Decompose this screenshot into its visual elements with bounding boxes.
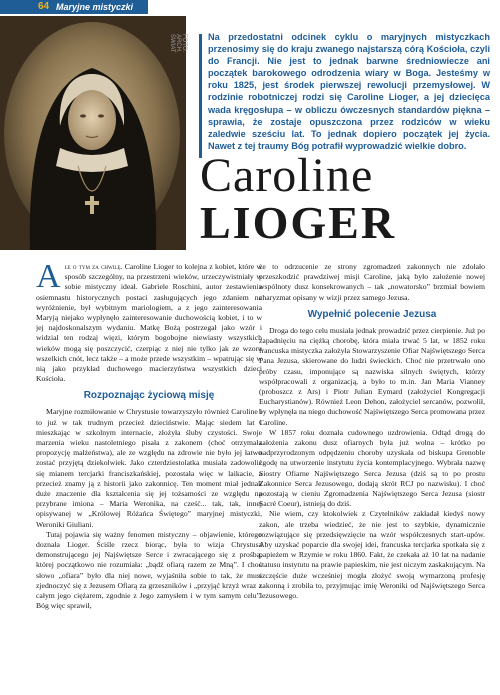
body-paragraph: Tutaj pojawia się ważny fenomen mistyczny – objawienie, którego doznała Lioger. Ściśle rzecz biorąc, była to wizja Chrystusa demonstrującego jej Najświętsze Serce i zwracającego się z prośbą, której początkowo nie rozumiała: „bądź ofiarą razem ze Mną”. I choć słowo „ofiara” było dla niej nowe, wyjaśniła sobie to tak, że musi zjednoczyć się z Jezusem Ofiarą za grzeszników i „przyjąć krzyż wraz z całym jego ciężarem, zgodnie z Jego zamysłem i w tym samym celu”. Bóg więc sprawił,: [36, 529, 262, 611]
article-title-surname: LIOGER: [200, 197, 397, 248]
body-paragraph: Maryjne rozmiłowanie w Chrystusie towarzyszyło również Caroline i to już w tak trudnym przecież dzieciństwie. Mając siedem lat i mieszkając w szkolnym internacie, złożyła śluby czystości. Swoje marzenia wieku nastoletniego pisała z zakonem (choć otrzymała propozycję małżeństwa), ale ze względu na zdrowie nie było jej łatwo zostać przyjętą dziekolwiek. Jako czterdziestolatka musiała zadowolić się mianem tercjarki franciszkańskiej, pozostała więc w laikacie, a przecież znamy ją z historii jako zakonnicę. Ten moment miał jednak duże znaczenie dla kształcenia się jej tożsamości ze względu na przybrane imiona – Maria Weronika, na cześć... tak, tak, innej opisywanej w „Królowej Różańca Świętego” maryjnej mistyczki, Weroniki Giuliani.: [36, 407, 262, 529]
intro-small-caps: le o tym za chwilę.: [64, 262, 123, 271]
body-paragraph: Droga do tego celu musiała jednak prowadzić przez cierpienie. Już po zapadnięciu na ciężką chorobę, która miała trwać 5 lat, w 1852 roku francuska mistyczka założyła Stowarzyszenie Ofiar Najświętszego Serca Pana Jezusa, skierowane do ludzi świeckich. Choć nie przetrwało ono próby czasu, imponujące są nazwiska silnych świętych, którzy współpracowali z organizacją, a było to m.in. Jan Maria Vianney (proboszcz z Ars) i Piotr Julian Eymard (założyciel Kongregacji Eucharystianów). Również Leon Dehon, założyciel sercanów, pozwolił, by wpłynęła na niego duchowość Najświętszego Serca promowana przez Caroline.: [259, 325, 485, 427]
body-paragraph: W 1857 roku doznała cudownego uzdrowienia. Odtąd drogą do założenia zakonu dusz ofiarnych była już wolna – krótko po nadprzyrodzonym odpędzeniu choroby uzyskała od biskupa Grenoble zgodę na utworzenie instytutu życia kontemplacyjnego. Wybrała nazwę Siostry Ofiarne Najświętszego Serca Jezusa (dziś są to po prostu Zakonnice Serca Jezusowego, dodają skrót RCJ po nazwisku). I choć pozostają w cieniu Zgromadzenia Najświętszego Serca Jezusa (siostr Sacré Coeur), istnieją do dziś.: [259, 427, 485, 509]
article-column-right: [259, 262, 485, 690]
body-paragraph: że to odrzucenie ze strony zgromadzeń zakonnych nie zdołało przeszkodzić prawdziwej misji Caroline, jaką było założenie nowej wspólnoty dusz konsekrowanych – tak „nowatorsko” brzmiał bowiem charyzmat opisany w wizji przez samego Jezusa.: [259, 262, 485, 302]
portrait-photo: [0, 16, 186, 250]
article-title-first-name: Caroline: [200, 149, 374, 202]
lead-accent-rule: [199, 34, 202, 158]
body-paragraph: [36, 262, 262, 384]
body-text: Caroline Lioger to kolejna z kobiet, które w sposób szczególny, na przestrzeni wieków, urzeczywistniały w sobie mistyczny ideał. Gabriele Roschini, autor zestawienia osiemnastu historycznych postaci zasługujących jego zdaniem na wyróżnienie, był wybitnym mariologiem, a z jego zainteresowania Maryją niejako wypłynęło zainteresowanie duchowością kobiet, i to w jej najdoskonalszym wydaniu. Matkę Bożą postrzegał jako wzór i widział ten rodzaj więzi, którym bogobojne niewiasty wszystkich wieków mogą się poszczycić, czerpiąc z niej nie tylko jak ze wzoru wszelkich cnót, lecz także – a może przede wszystkim – wpatrując się w nią jako przykład duchowego macierzyństwa wszystkich dzieci Kościoła.: [36, 262, 262, 384]
subheading: Rozpoznając życiową misję: [83, 390, 215, 402]
body-paragraph: Nie wiem, czy ktokolwiek z Czytelników zakładał kiedyś nowy zakon, ale trzeba wiedzieć, że nie jest to szybkie, dynamicznie rozwiązujące się przedsięwzięcie na wzór współczesnych start-upów. Aby uzyskać poparcie dla swojej idei, francuska tercjarka spotkała się z papieżem w Rzymie w roku 1860. Fakt, że czekała aż 10 lat na nadanie statusu instytutu na prawie papieskim, nie jest niczym zaskakującym. Na szczęście duże wcześniej mogła złożyć swoją wymarzoną profesję zakonną i zrobiła to, przyjmując imię Weroniki od Najświętszego Serca Jezusowego.: [259, 509, 485, 601]
section-title: Maryjne mistyczki: [56, 2, 134, 12]
article-column-left: [36, 262, 262, 690]
portrait-illustration: [0, 16, 186, 250]
drop-cap: A: [36, 262, 61, 295]
lead-paragraph: Na przedostatni odcinek cyklu o maryjnych mistyczkach przenosimy się do kraju zwanego najstarszą córą Kościoła, czyli do Francji. Nie jest to jednak barwne średniowiecze ani początek barokowego odrodzenia wiary w Boga. Jesteśmy w roku 1825, jest środek pierwszej rewolucji przemysłowej. W rodzinie robotniczej rodzi się Caroline Lioger, a jej dziecięca wada kręgosłupa – w obliczu ówczesnych standardów piękna – sprawia, że zostaje opuszczona przez rodziców w wieku zaledwie sześciu lat. To jednak dopiero początek jej życia. Nawet z tej traumy Bóg potrafił wyprowadzić wielkie dobro.: [208, 32, 490, 151]
photo-credit: FOTO: ARCH. ŚWIAT: [169, 34, 187, 53]
subheading: Wypełnić polecenie Jezusa: [307, 308, 437, 320]
page-number: 64: [38, 1, 50, 12]
